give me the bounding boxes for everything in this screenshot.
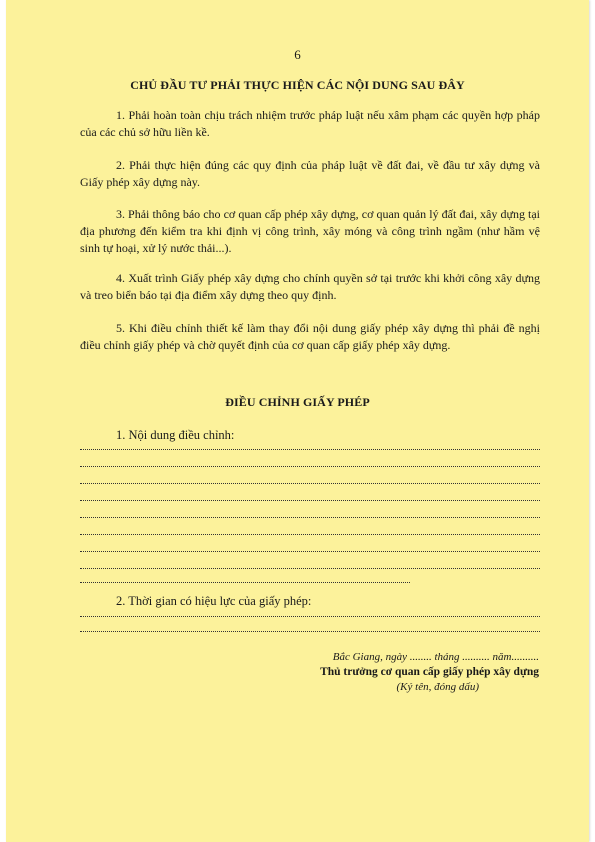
obligation-item-3: 3. Phải thông báo cho cơ quan cấp phép xây dựng, cơ quan quản lý đất đai, xây dựng tại địa phương đến kiểm tra khi định vị công trình, xây móng và công trình ngầm (như hầm vệ sinh tự hoại, xử lý nước thải...).: [80, 207, 540, 255]
adjustment-content-label: 1. Nội dung điều chỉnh:: [116, 428, 235, 442]
signature-place-date: Bắc Giang, ngày ........ tháng .......... năm..........: [332, 651, 539, 663]
adjustment-content-line-7[interactable]: [80, 551, 540, 552]
adjustment-heading: ĐIỀU CHỈNH GIẤY PHÉP: [225, 395, 370, 409]
adjustment-content-line-5[interactable]: [80, 517, 540, 518]
validity-line-2[interactable]: [80, 631, 540, 632]
adjustment-content-line-4[interactable]: [80, 500, 540, 501]
obligation-item-2: 2. Phải thực hiện đúng các quy định của pháp luật về đất đai, về đầu tư xây dựng và Giấy phép xây dựng này.: [80, 158, 540, 189]
adjustment-content-line-6[interactable]: [80, 534, 540, 535]
obligation-item-4: 4. Xuất trình Giấy phép xây dựng cho chính quyền sở tại trước khi khởi công xây dựng và treo biển báo tại địa điểm xây dựng theo quy định.: [80, 271, 540, 302]
page-number: 6: [294, 47, 301, 62]
validity-line-1[interactable]: [80, 616, 540, 617]
validity-period-label: 2. Thời gian có hiệu lực của giấy phép:: [116, 594, 312, 608]
obligation-item-1: 1. Phải hoàn toàn chịu trách nhiệm trước pháp luật nếu xâm phạm các quyền hợp pháp của các chủ sở hữu liền kề.: [80, 108, 540, 139]
obligations-heading: CHỦ ĐẦU TƯ PHẢI THỰC HIỆN CÁC NỘI DUNG SAU ĐÂY: [130, 78, 465, 92]
adjustment-content-line-9[interactable]: [80, 582, 410, 583]
permit-page: [6, 0, 589, 842]
signature-note: (Ký tên, đóng dấu): [396, 681, 479, 693]
obligation-item-5: 5. Khi điều chỉnh thiết kế làm thay đổi nội dung giấy phép xây dựng thì phải đề nghị điều chỉnh giấy phép và chờ quyết định của cơ quan cấp giấy phép xây dựng.: [80, 321, 540, 352]
adjustment-content-line-2[interactable]: [80, 466, 540, 467]
signature-title: Thủ trưởng cơ quan cấp giấy phép xây dựng: [320, 666, 539, 678]
adjustment-content-line-3[interactable]: [80, 483, 540, 484]
adjustment-content-line-1[interactable]: [80, 449, 540, 450]
adjustment-content-line-8[interactable]: [80, 568, 540, 569]
